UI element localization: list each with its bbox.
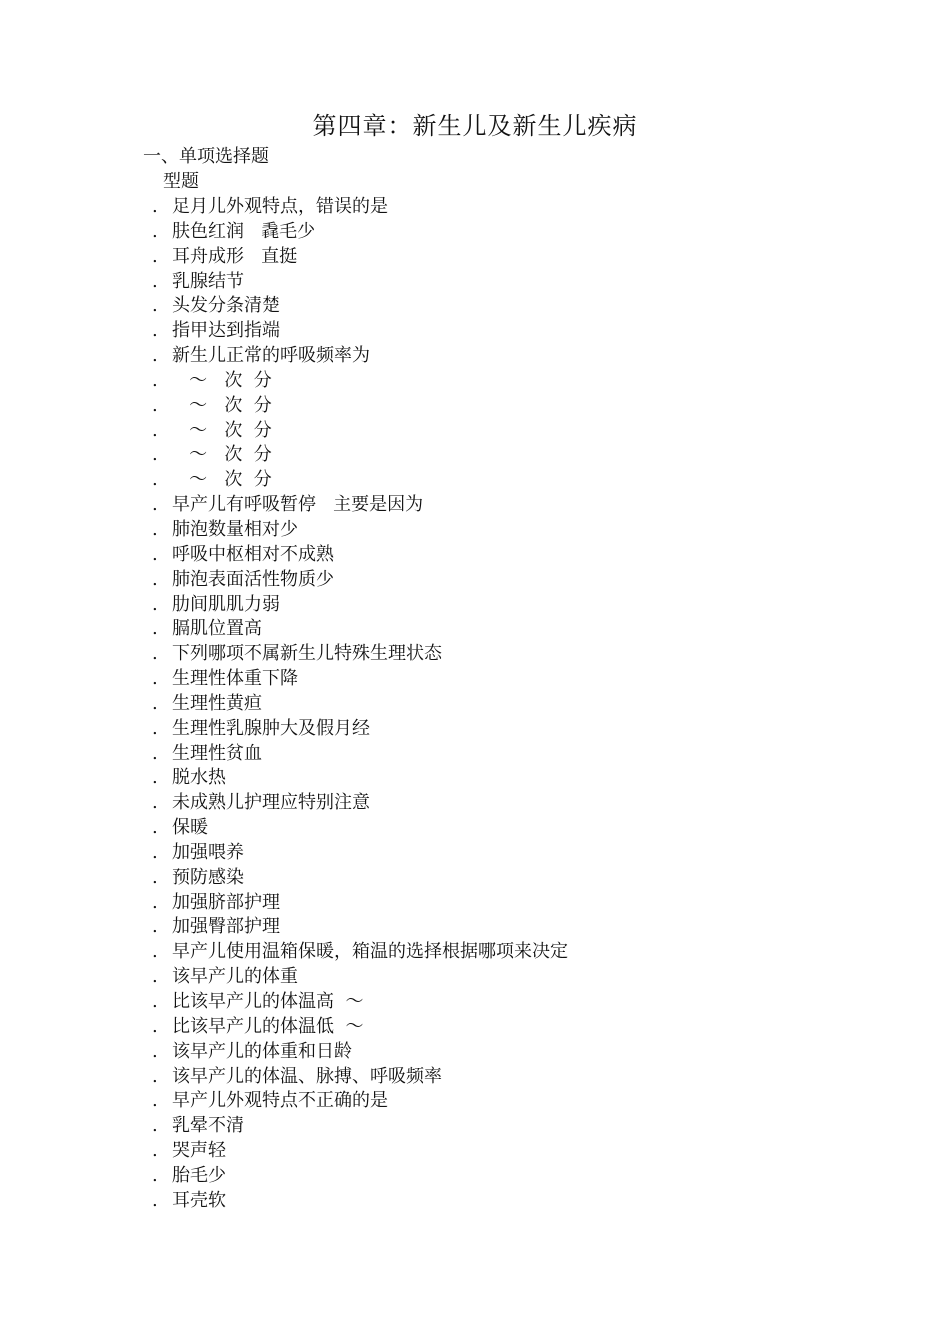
line-marker: . — [152, 991, 158, 1012]
line-marker: . — [152, 668, 158, 690]
line-marker: . — [152, 941, 158, 963]
question-line — [0, 343, 950, 368]
line-text: 指甲达到指端 — [172, 320, 280, 342]
line-marker: . — [152, 494, 158, 516]
line-text: 加强脐部护理 — [172, 891, 280, 913]
question-line — [0, 542, 950, 567]
question-line — [0, 765, 950, 790]
line-marker: . — [152, 419, 158, 441]
question-line — [0, 1064, 950, 1089]
question-line — [0, 865, 950, 890]
line-marker: . — [152, 444, 158, 466]
line-marker: . — [152, 916, 158, 938]
question-line — [0, 368, 950, 393]
line-marker: . — [152, 469, 158, 491]
question-line — [0, 716, 950, 741]
question-line — [0, 666, 950, 691]
line-text: 乳腺结节 — [172, 270, 244, 292]
question-line — [0, 1088, 950, 1113]
line-text: 哭声轻 — [172, 1140, 226, 1162]
line-text: 生理性黄疸 — [172, 692, 262, 714]
line-text: 早产儿外观特点不正确的是 — [172, 1090, 388, 1112]
question-line — [0, 641, 950, 666]
line-text: ～ 次 分 — [172, 444, 272, 466]
line-text: 脱水热 — [172, 767, 226, 789]
question-line — [0, 567, 950, 592]
line-marker: . — [152, 841, 158, 863]
question-line — [0, 592, 950, 617]
line-marker: . — [152, 295, 158, 317]
question-line — [0, 1188, 950, 1213]
line-text: 乳晕不清 — [172, 1115, 244, 1137]
question-line — [0, 467, 950, 492]
line-text: 比该早产儿的体温低 ～ — [172, 1015, 364, 1037]
line-marker: . — [152, 643, 158, 665]
line-text: 生理性乳腺肿大及假月经 — [172, 717, 370, 739]
line-marker: . — [152, 394, 158, 416]
line-text: 下列哪项不属新生儿特殊生理状态 — [172, 643, 442, 665]
line-marker: . — [152, 1164, 158, 1186]
question-line — [0, 840, 950, 865]
question-line — [0, 492, 950, 517]
line-marker: . — [152, 767, 158, 789]
question-line — [0, 442, 950, 467]
line-text: 该早产儿的体重和日龄 — [172, 1040, 352, 1062]
line-text: 耳壳软 — [172, 1189, 226, 1211]
line-text: 胎毛少 — [172, 1164, 226, 1186]
line-marker: . — [152, 891, 158, 913]
question-line — [0, 790, 950, 815]
line-text: 未成熟儿护理应特别注意 — [172, 792, 370, 814]
question-line — [0, 219, 950, 244]
line-marker: . — [152, 270, 158, 292]
line-text: 加强臀部护理 — [172, 916, 280, 938]
line-marker: . — [152, 717, 158, 739]
chapter-title: 第四章：新生儿及新生儿疾病 — [312, 112, 638, 140]
line-text: ～ 次 分 — [172, 394, 272, 416]
question-type-label: 型题 — [163, 171, 199, 192]
line-text: 该早产儿的体重 — [172, 966, 298, 988]
question-line — [0, 691, 950, 716]
question-line — [0, 914, 950, 939]
line-text: 生理性体重下降 — [172, 668, 298, 690]
line-marker: . — [152, 1140, 158, 1162]
line-marker: . — [152, 1065, 158, 1087]
line-text: 该早产儿的体温、脉搏、呼吸频率 — [172, 1065, 442, 1087]
line-text: 新生儿正常的呼吸频率为 — [172, 345, 370, 367]
line-marker: . — [152, 220, 158, 242]
line-text: 肺泡表面活性物质少 — [172, 568, 334, 590]
line-marker: . — [152, 568, 158, 590]
line-marker: . — [152, 1115, 158, 1137]
line-marker: . — [152, 369, 158, 391]
question-line — [0, 890, 950, 915]
line-text: 保暖 — [172, 817, 208, 839]
line-text: 比该早产儿的体温高 ～ — [172, 991, 364, 1012]
line-text: 肺泡数量相对少 — [172, 518, 298, 540]
line-marker: . — [152, 320, 158, 342]
question-list — [0, 194, 950, 1213]
line-marker: . — [152, 543, 158, 565]
line-text: ～ 次 分 — [172, 469, 272, 491]
question-line — [0, 269, 950, 294]
line-text: 加强喂养 — [172, 841, 244, 863]
question-line — [0, 964, 950, 989]
question-line — [0, 318, 950, 343]
question-line — [0, 393, 950, 418]
line-marker: . — [152, 345, 158, 367]
line-text: 生理性贫血 — [172, 742, 262, 764]
line-marker: . — [152, 1015, 158, 1037]
line-text: 早产儿有呼吸暂停 主要是因为 — [172, 494, 424, 516]
line-marker: . — [152, 742, 158, 764]
question-line — [0, 1138, 950, 1163]
line-text: 头发分条清楚 — [172, 295, 280, 317]
line-marker: . — [152, 245, 158, 267]
question-line — [0, 815, 950, 840]
line-text: 肤色红润 毳毛少 — [172, 220, 316, 242]
question-line — [0, 1039, 950, 1064]
question-line — [0, 616, 950, 641]
line-marker: . — [152, 593, 158, 615]
line-marker: . — [152, 618, 158, 640]
question-line — [0, 989, 950, 1014]
line-marker: . — [152, 1040, 158, 1062]
question-line — [0, 293, 950, 318]
question-line — [0, 517, 950, 542]
line-marker: . — [152, 1189, 158, 1211]
line-text: 预防感染 — [172, 866, 244, 888]
line-marker: . — [152, 196, 158, 217]
question-line — [0, 939, 950, 964]
line-marker: . — [152, 817, 158, 839]
line-text: 足月儿外观特点，错误的是 — [172, 196, 388, 217]
line-text: 呼吸中枢相对不成熟 — [172, 543, 334, 565]
question-line — [0, 418, 950, 443]
line-text: ～ 次 分 — [172, 419, 272, 441]
section-heading: 一、单项选择题 — [143, 146, 269, 167]
line-text: 肋间肌肌力弱 — [172, 593, 280, 615]
question-line — [0, 1163, 950, 1188]
question-line — [0, 741, 950, 766]
question-line — [0, 244, 950, 269]
question-line — [0, 1113, 950, 1138]
question-line — [0, 194, 950, 219]
line-text: ～ 次 分 — [172, 369, 272, 391]
line-marker: . — [152, 966, 158, 988]
line-marker: . — [152, 1090, 158, 1112]
line-marker: . — [152, 518, 158, 540]
line-text: 早产儿使用温箱保暖，箱温的选择根据哪项来决定 — [172, 941, 568, 963]
line-marker: . — [152, 692, 158, 714]
line-marker: . — [152, 866, 158, 888]
line-text: 膈肌位置高 — [172, 618, 262, 640]
line-text: 耳舟成形 直挺 — [172, 245, 298, 267]
line-marker: . — [152, 792, 158, 814]
question-line — [0, 1014, 950, 1039]
